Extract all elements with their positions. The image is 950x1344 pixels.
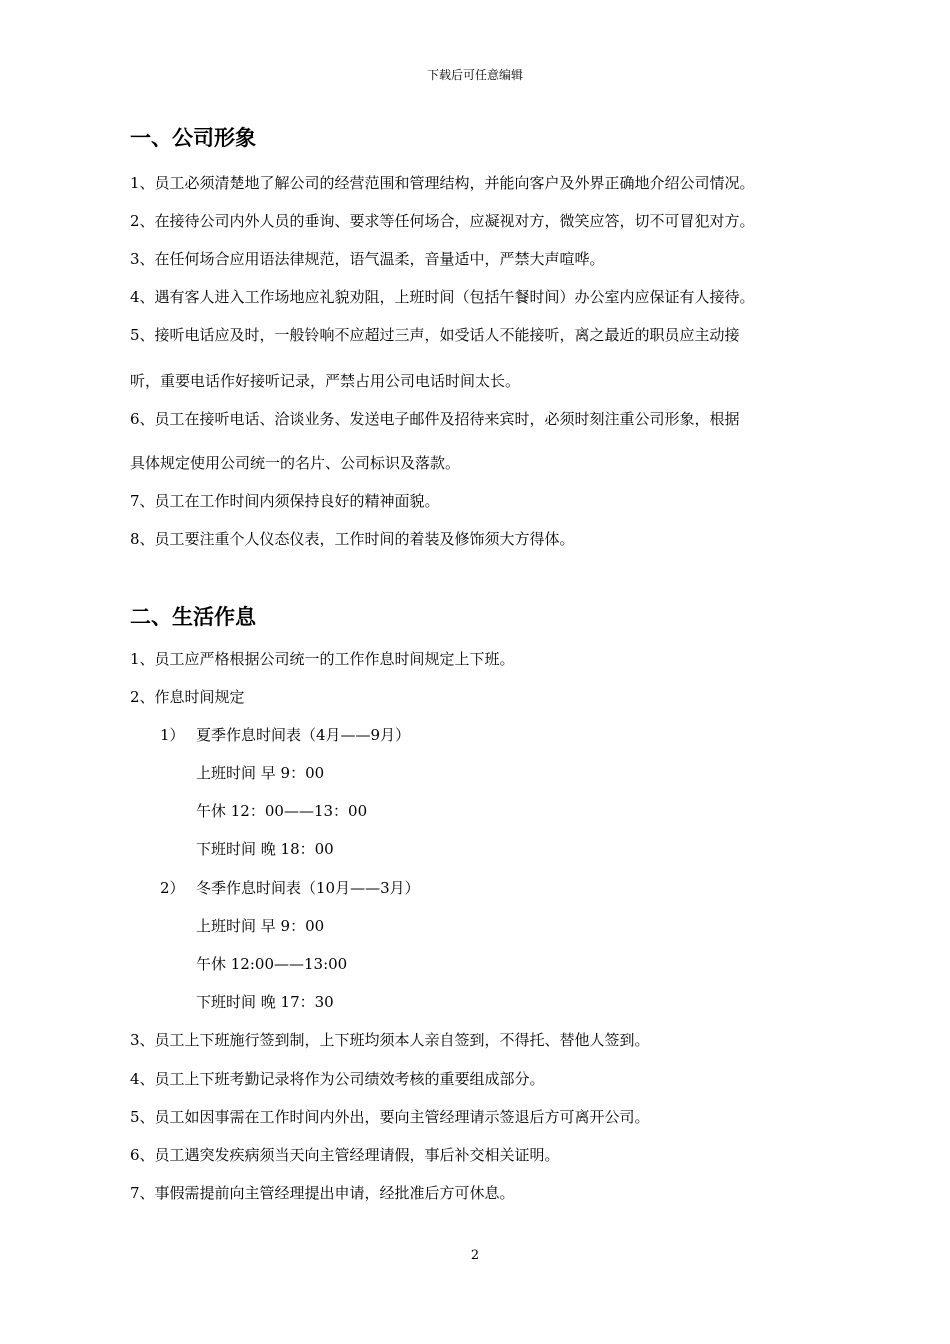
list-item: 5、员工如因事需在工作时间内外出，要向主管经理请示签退后方可离开公司。 <box>130 1108 650 1126</box>
section-title-work-schedule: 二、生活作息 <box>130 605 256 629</box>
list-item: 5、接听电话应及时，一般铃响不应超过三声，如受话人不能接听，离之最近的职员应主动接 <box>130 326 740 344</box>
list-item: 2、在接待公司内外人员的垂询、要求等任何场合，应凝视对方，微笑应答，切不可冒犯对方。 <box>130 212 755 230</box>
list-item: 3、员工上下班施行签到制，上下班均须本人亲自签到，不得托、替他人签到。 <box>130 1031 650 1049</box>
list-item: 4、员工上下班考勤记录将作为公司绩效考核的重要组成部分。 <box>130 1070 545 1088</box>
list-item-continuation: 听，重要电话作好接听记录，严禁占用公司电话时间太长。 <box>130 372 521 390</box>
summer-schedule-title: 夏季作息时间表（4月——9月） <box>196 726 411 744</box>
list-item: 1、员工应严格根据公司统一的工作作息时间规定上下班。 <box>130 650 515 668</box>
header-note: 下载后可任意编辑 <box>426 68 523 82</box>
summer-lunch-break: 午休 12：00——13：00 <box>196 802 368 820</box>
list-item: 7、事假需提前向主管经理提出申请，经批准后方可休息。 <box>130 1184 515 1202</box>
list-item: 6、员工遇突发疾病须当天向主管经理请假，事后补交相关证明。 <box>130 1146 560 1164</box>
page-number: 2 <box>470 1248 480 1263</box>
winter-end-time: 下班时间 晚 17：30 <box>196 993 334 1011</box>
winter-start-time: 上班时间 早 9：00 <box>196 917 325 935</box>
winter-schedule-title: 冬季作息时间表（10月——3月） <box>196 879 420 897</box>
list-item: 4、遇有客人进入工作场地应礼貌劝阻，上班时间（包括午餐时间）办公室内应保证有人接待。 <box>130 288 755 306</box>
list-item: 1、员工必须清楚地了解公司的经营范围和管理结构，并能向客户及外界正确地介绍公司情况。 <box>130 174 755 192</box>
list-item: 6、员工在接听电话、洽谈业务、发送电子邮件及招待来宾时，必须时刻注重公司形象，根据 <box>130 410 740 428</box>
summer-schedule-number: 1） <box>160 726 185 744</box>
winter-lunch-break: 午休 12:00——13:00 <box>196 955 348 973</box>
list-item: 2、作息时间规定 <box>130 688 245 706</box>
list-item-continuation: 具体规定使用公司统一的名片、公司标识及落款。 <box>130 454 461 472</box>
list-item: 8、员工要注重个人仪态仪表，工作时间的着装及修饰须大方得体。 <box>130 530 575 548</box>
list-item: 7、员工在工作时间内须保持良好的精神面貌。 <box>130 492 440 510</box>
summer-start-time: 上班时间 早 9：00 <box>196 764 325 782</box>
list-item: 3、在任何场合应用语法律规范，语气温柔，音量适中，严禁大声喧哗。 <box>130 250 605 268</box>
summer-end-time: 下班时间 晚 18：00 <box>196 840 334 858</box>
section-title-company-image: 一、公司形象 <box>130 126 256 150</box>
winter-schedule-number: 2） <box>160 879 185 897</box>
